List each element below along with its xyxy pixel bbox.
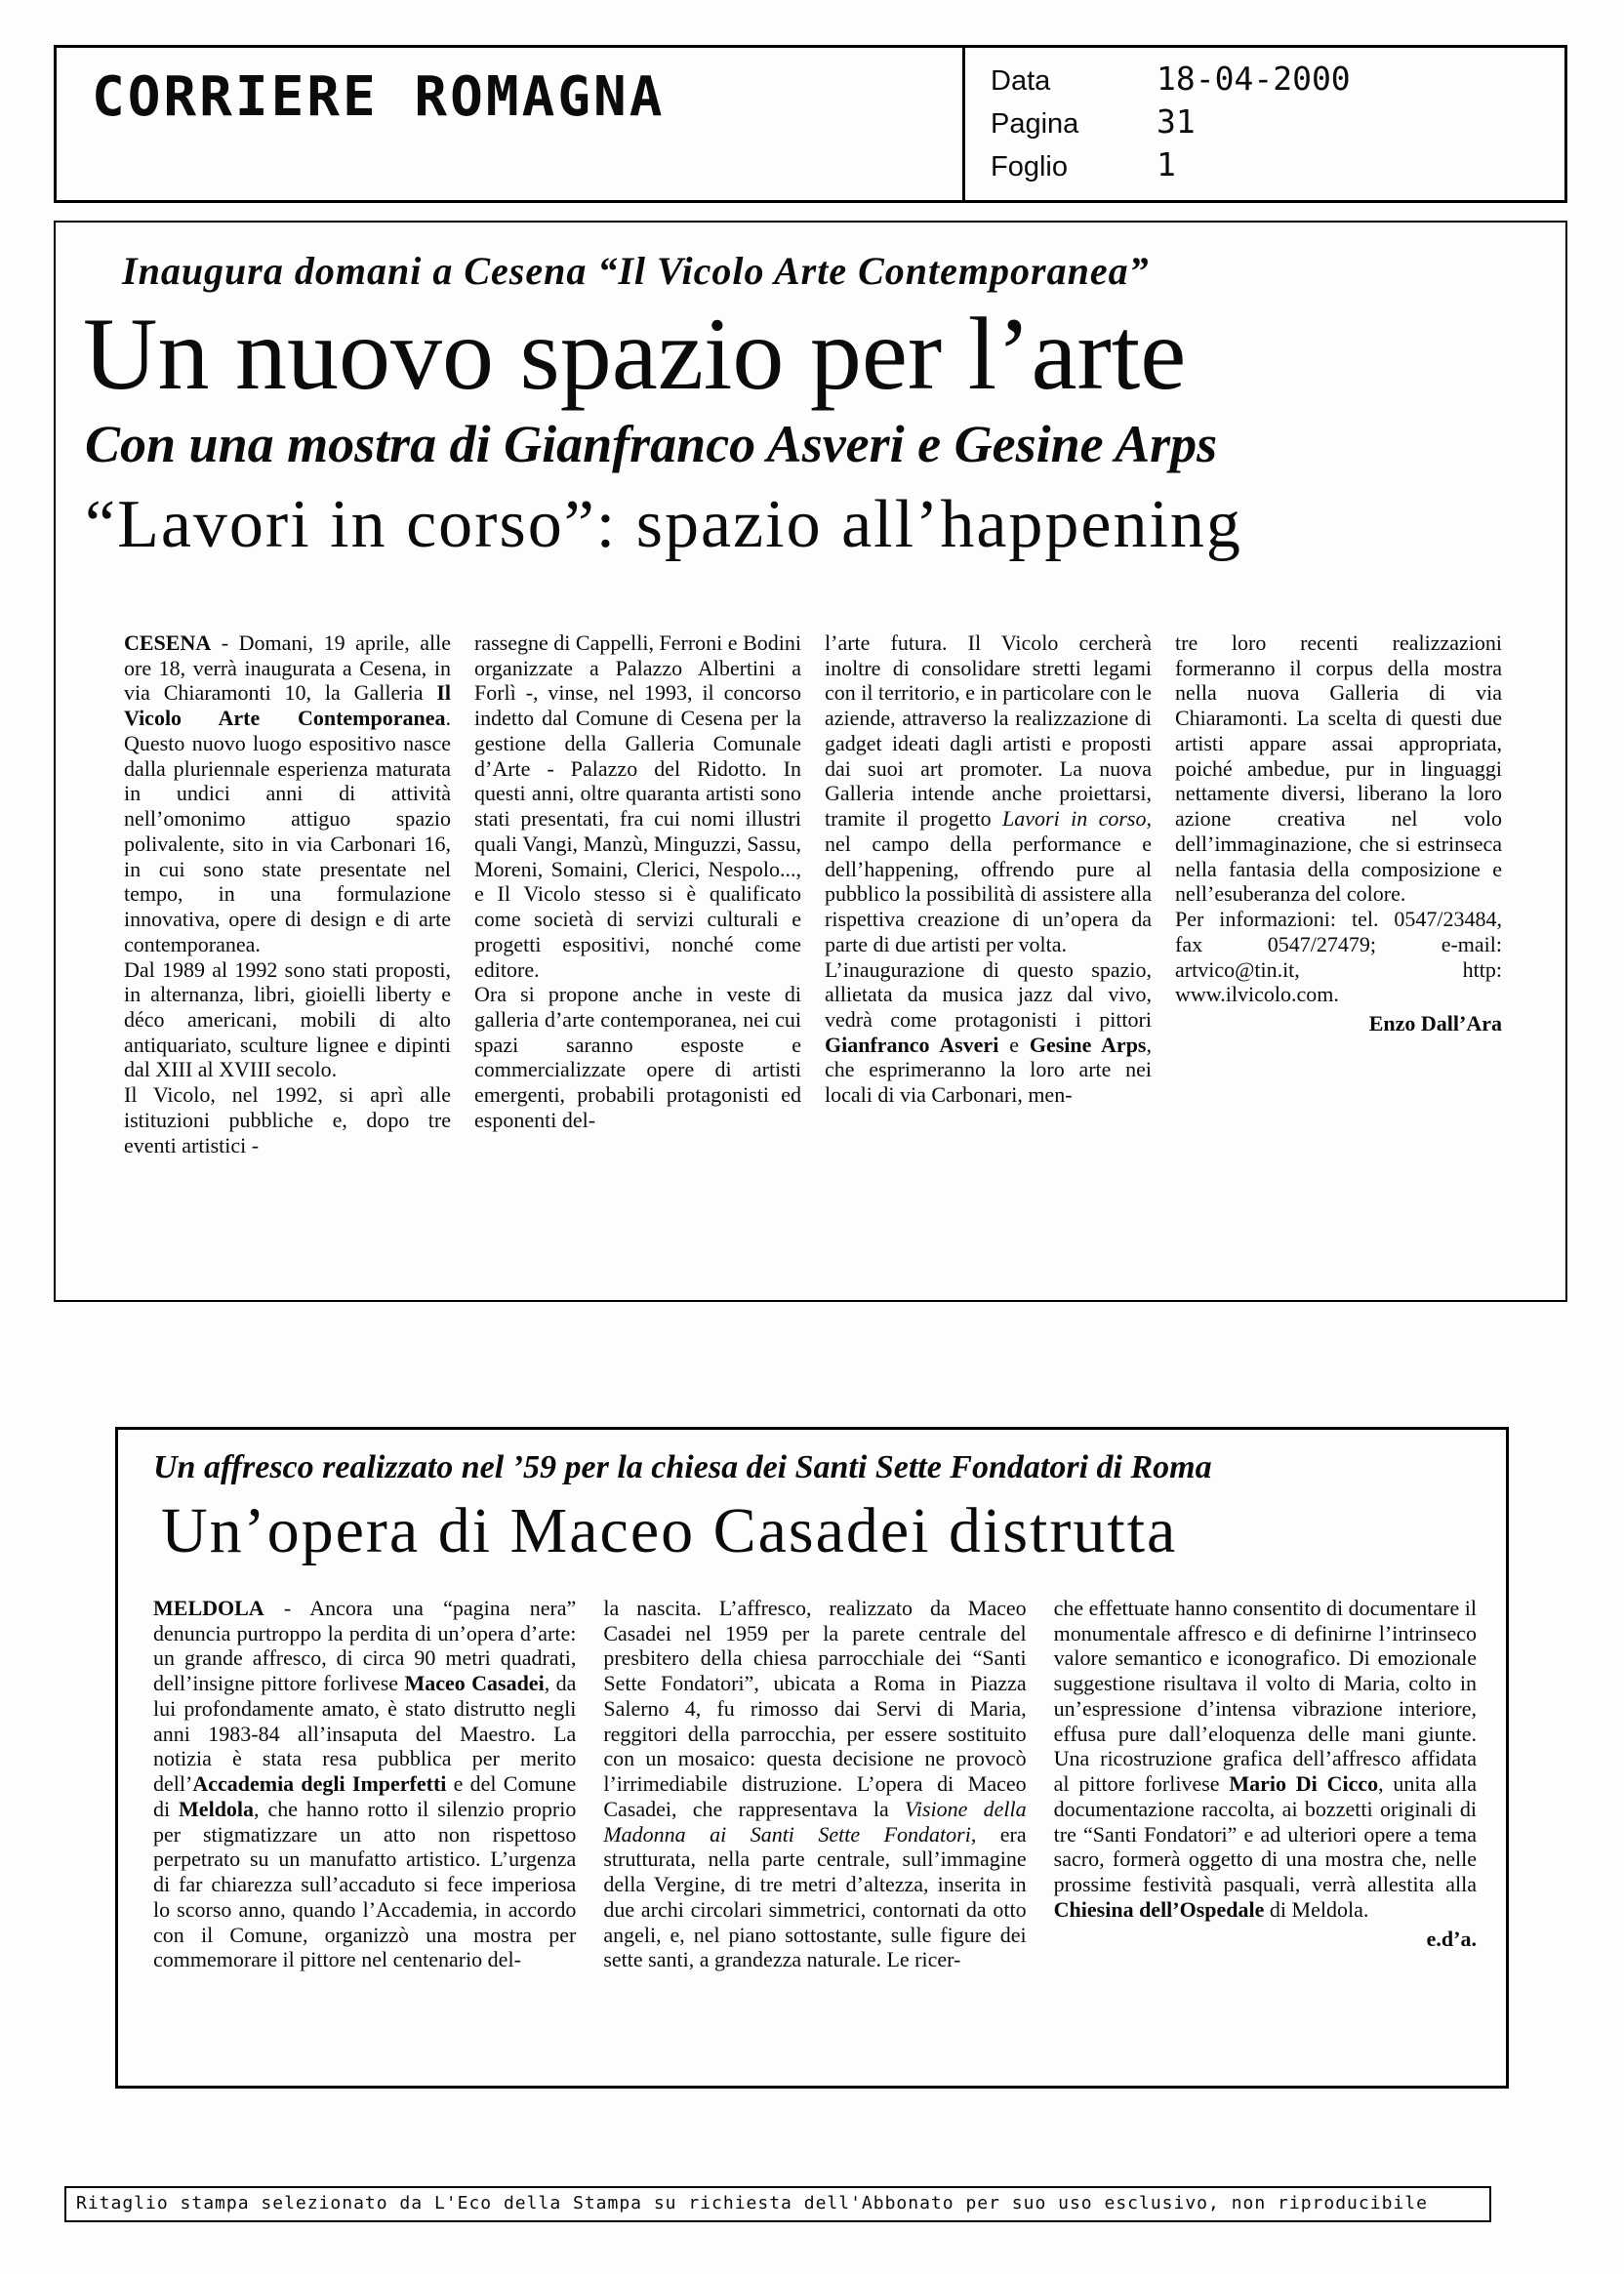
- page-label: Pagina: [991, 108, 1079, 140]
- article-vicolo: [54, 221, 1567, 1302]
- article-casadei: [115, 1427, 1509, 2089]
- body-column-2: [474, 630, 801, 1157]
- body-column-3: [825, 630, 1152, 1157]
- page-value: 31: [1157, 102, 1196, 141]
- paragraph: la nascita. L’affresco, realizzato da Maceo Casadei nel 1959 per la parete centrale del presbitero della chiesa parrocchiale dei “Santi Sette Fondatori”, ubicata a Roma in Piazza Salerno 4, fu rimosso dai Servi di Maria, reggitori della parrocchia, per essere sostituito con un mosaico: questa decisione ne provocò l’irrimediabile distruzione. L’opera di Maceo Casadei, che rappresentava la Visione della Madonna ai Santi Sette Fondatori, era strutturata, nella parte centrale, sull’immagine della Vergine, di tre metri d’altezza, inserita in due archi circolari simmetrici, contornati da otto angeli, e, nel piano sottostante, sulle figure dei sette santi, a grandezza naturale. Le ricer-: [603, 1596, 1027, 1972]
- paragraph: Il Vicolo, nel 1992, si aprì alle istituzioni pubbliche e, dopo tre eventi artistici -: [124, 1082, 451, 1157]
- article-headline: Un nuovo spazio per l’arte: [83, 297, 1187, 411]
- info-row-page: [991, 102, 1564, 145]
- masthead: [54, 45, 1567, 203]
- article-kicker: Un affresco realizzato nel ’59 per la chiesa dei Santi Sette Fondatori di Roma: [153, 1449, 1212, 1485]
- paragraph: MELDOLA - Ancora una “pagina nera” denuncia purtroppo la perdita di un’opera d’arte: un grande affresco, di circa 90 metri quadrati, dell’insigne pittore forlivese Maceo Casadei, da lui profondamente amato, è stato distrutto negli anni 1983-84 all’insaputa del Maestro. La notizia è stata resa pubblica per merito dell’Accademia degli Imperfetti e del Comune di Meldola, che hanno rotto il silenzio proprio per stigmatizzare un atto non rispettoso perpetrato su un manufatto artistico. L’urgenza di far chiarezza sull’accaduto si fece imperiosa lo scorso anno, quando l’Accademia, in accordo con il Comune, organizzò una mostra per commemorare il pittore nel centenario del-: [153, 1596, 577, 1972]
- paragraph: Per informazioni: tel. 0547/23484, fax 0547/27479; e-mail: artvico@tin.it, http: www.ilvicolo.com.: [1175, 907, 1502, 1007]
- sheet-value: 1: [1157, 145, 1176, 183]
- body-column-4: [1175, 630, 1502, 1157]
- body-column-1: [153, 1596, 576, 1972]
- paragraph: L’inaugurazione di questo spazio, allietata da musica jazz dal vivo, vedrà come protagonisti i pittori Gianfranco Asveri e Gesine Arps, che esprimeranno la loro arte nei locali di via Carbonari, men-: [825, 956, 1152, 1108]
- paragraph: CESENA - Domani, 19 aprile, alle ore 18, verrà inaugurata a Cesena, in via Chiaramonti 10, la Galleria Il Vicolo Arte Contemporanea. Questo nuovo luogo espositivo nasce dalla pluriennale esperienza maturata in undici anni di attività nell’omonimo attiguo spazio polivalente, sito in via Carbonari 16, in cui sono state presentate nel tempo, in una formulazione innovativa, opere di design e di arte contemporanea.: [124, 630, 451, 956]
- article-subhead: Con una mostra di Gianfranco Asveri e Gesine Arps: [85, 415, 1218, 474]
- clipping-disclaimer: Ritaglio stampa selezionato da L'Eco della Stampa su richiesta dell'Abbonato per suo uso esclusivo, non riproducibile: [64, 2186, 1491, 2222]
- article-kicker: Inaugura domani a Cesena “Il Vicolo Arte Contemporanea”: [122, 249, 1150, 293]
- paragraph: tre loro recenti realizzazioni formeranno il corpus della mostra nella nuova Galleria di via Chiaramonti. La scelta di questi due artisti appare assai appropriata, poiché ambedue, pur in linguaggi nettamente diversi, liberano la loro azione creativa nel volo dell’immaginazione, che si estrinseca nella fantasia della composizione e nell’esuberanza del colore.: [1175, 630, 1502, 907]
- paragraph: Dal 1989 al 1992 sono stati proposti, in alternanza, libri, gioielli liberty e déco americani, mobili di alto antiquariato, sculture lignee e dipinti dal XIII al XVIII secolo.: [124, 956, 451, 1082]
- paragraph: rassegne di Cappelli, Ferroni e Bodini organizzate a Palazzo Albertini a Forlì -, vinse, nel 1993, il concorso indetto dal Comune di Cesena per la gestione della Galleria Comunale d’Arte - Palazzo del Ridotto. In questi anni, oltre quaranta artisti sono stati presentati, fra cui nomi illustri quali Vangi, Manzù, Minguzzi, Sassu, Moreni, Somaini, Clerici, Nespolo..., e Il Vicolo stesso si è qualificato come società di servizi culturali e progetti espositivi, nonché come editore.: [474, 630, 801, 982]
- paragraph: l’arte futura. Il Vicolo cercherà inoltre di consolidare stretti legami con il territorio, e in particolare con le aziende, attraverso la realizzazione di gadget ideati dagli artisti e proposti dai suoi art promoter. La nuova Galleria intende anche proiettarsi, tramite il progetto Lavori in corso, nel campo della performance e dell’happening, offrendo pure al pubblico la possibilità di assistere alla rispettiva creazione di un’opera da parte di due artisti per volta.: [825, 630, 1152, 956]
- newspaper-title: CORRIERE ROMAGNA: [92, 65, 666, 129]
- article-secondary-headline: “Lavori in corso”: spazio all’happening: [85, 487, 1242, 563]
- article-headline: Un’opera di Maceo Casadei distrutta: [161, 1495, 1178, 1566]
- clipping-info-panel: [962, 48, 1564, 200]
- paragraph: Ora si propone anche in veste di galleria d’arte contemporanea, nei cui spazi saranno esposte e commercializzate opere di artisti emergenti, probabili protagonisti ed esponenti del-: [474, 982, 801, 1132]
- body-column-3: [1054, 1596, 1477, 1972]
- sheet-label: Foglio: [991, 151, 1068, 183]
- paragraph: e.d’a.: [1426, 1926, 1477, 1951]
- info-row-date: [991, 60, 1564, 102]
- date-label: Data: [991, 65, 1051, 97]
- paragraph: che effettuate hanno consentito di documentare il monumentale affresco e di definirne l’intrinseco valore semantico e iconografico. Di emozionale suggestione risultava il volto di Maria, colto in un’espressione d’intensa vibrazione interiore, effusa pure dall’eloquenza delle mani giunte. Una ricostruzione grafica dell’affresco affidata al pittore forlivese Mario Di Cicco, unita alla documentazione raccolta, ai bozzetti originali di tre “Santi Fondatori” e ad ulteriori opere a tema sacro, formerà oggetto di una mostra che, nelle prossime festività pasquali, verrà allestita alla Chiesina dell’Ospedale di Meldola.: [1053, 1596, 1477, 1922]
- info-row-sheet: [991, 145, 1564, 188]
- article-body: [124, 630, 1502, 1157]
- article-body: [153, 1596, 1477, 1972]
- body-column-2: [603, 1596, 1026, 1972]
- body-column-1: [124, 630, 451, 1157]
- paragraph: Enzo Dall’Ara: [1368, 1011, 1502, 1036]
- date-value: 18-04-2000: [1157, 60, 1351, 98]
